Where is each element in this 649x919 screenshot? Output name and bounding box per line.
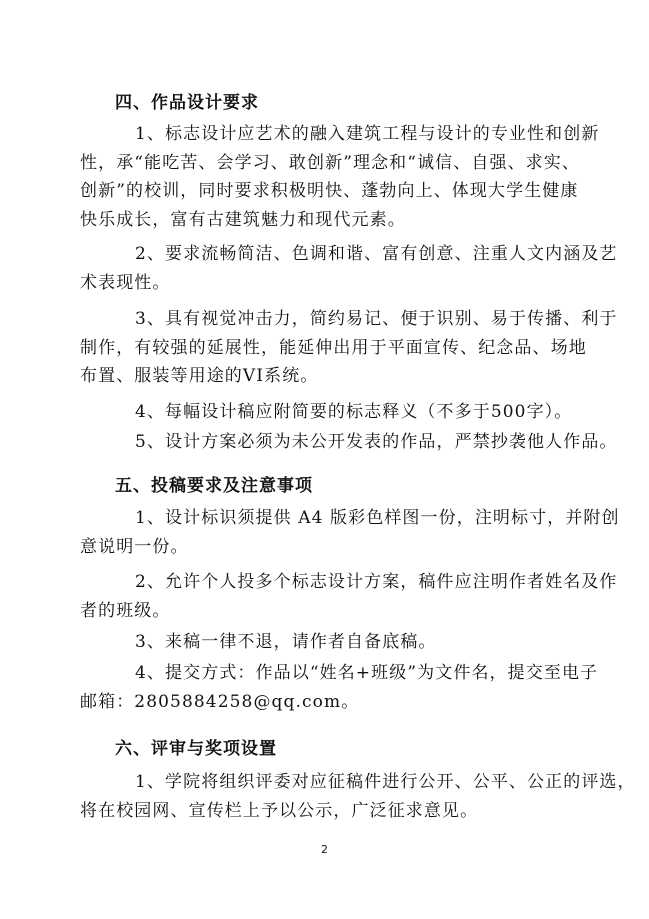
- paragraph-5-2: [80, 568, 618, 625]
- paragraph-line: 布置、服装等用途的VI系统。: [80, 366, 319, 386]
- paragraph-line: 3、具有视觉冲击力，简约易记、便于识别、易于传播、利于: [135, 309, 618, 329]
- section-heading-4: 四、作品设计要求: [115, 93, 259, 113]
- paragraph-line: 5、设计方案必须为未公开发表的作品，严禁抄袭他人作品。: [135, 432, 618, 452]
- paragraph-line: 创新”的校训，同时要求积极明快、蓬勃向上、体现大学生健康: [80, 181, 579, 201]
- paragraph-line: 3、来稿一律不退，请作者自备底稿。: [135, 632, 437, 652]
- paragraph-line: 制作，有较强的延展性，能延伸出用于平面宣传、纪念品、场地: [80, 337, 587, 358]
- paragraph-5-4: [80, 659, 599, 716]
- paragraph-line: 2、要求流畅简洁、色调和谐、富有创意、注重人文内涵及艺: [135, 244, 618, 264]
- paragraph-4-1: [80, 120, 600, 234]
- paragraph-line: 1、设计标识须提供 A4 版彩色样图一份，注明标寸，并附创: [135, 508, 620, 528]
- paragraph-line: 邮箱：2805884258@qq.com。: [80, 691, 360, 712]
- paragraph-5-1: [80, 504, 620, 561]
- paragraph-4-3: [80, 305, 618, 391]
- section-heading-5: 五、投稿要求及注意事项: [115, 476, 313, 496]
- paragraph-line: 2、允许个人投多个标志设计方案，稿件应注明作者姓名及作: [135, 572, 618, 592]
- page-number: 2: [321, 843, 328, 856]
- paragraph-4-4: [115, 398, 585, 427]
- paragraph-4-2: [80, 240, 618, 297]
- paragraph-line: 术表现性。: [80, 272, 171, 293]
- paragraph-line: 1、标志设计应艺术的融入建筑工程与设计的专业性和创新: [135, 124, 600, 144]
- paragraph-line: 快乐成长，富有古建筑魅力和现代元素。: [80, 209, 406, 230]
- paragraph-line: 意说明一份。: [80, 536, 189, 557]
- paragraph-line: 性，承“能吃苦、会学习、敢创新”理念和“诚信、自强、求实、: [80, 152, 580, 173]
- section-heading-6: 六、评审与奖项设置: [115, 739, 277, 759]
- paragraph-line: 4、每幅设计稿应附简要的标志释义（不多于500字）。: [135, 402, 573, 422]
- paragraph-line: 1、学院将组织评委对应征稿件进行公开、公平、公正的评选，: [135, 772, 636, 792]
- paragraph-5-3: [115, 628, 585, 657]
- paragraph-line: 将在校园网、宣传栏上予以公示，广泛征求意见。: [80, 800, 479, 821]
- paragraph-4-5: [115, 428, 618, 457]
- paragraph-line: 4、提交方式：作品以“姓名+班级”为文件名，提交至电子: [135, 663, 599, 683]
- paragraph-6-1: [80, 768, 636, 825]
- paragraph-line: 者的班级。: [80, 600, 171, 621]
